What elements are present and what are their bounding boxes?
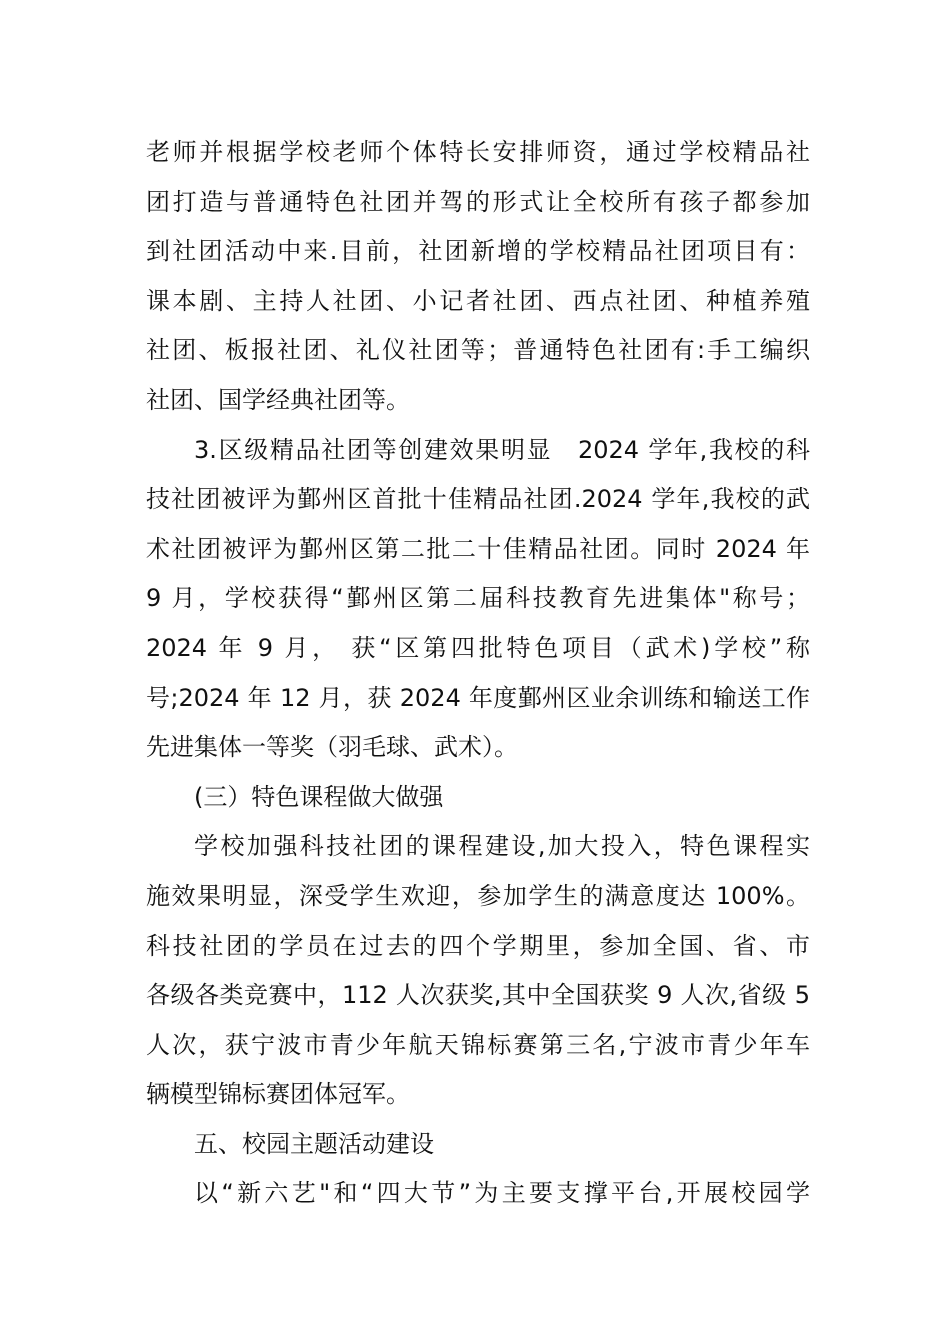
text-line: 技社团被评为鄞州区首批十佳精品社团.2024 学年,我校的武 <box>146 485 810 514</box>
text-line: 先进集体一等奖（羽毛球、武术）。 <box>146 733 518 762</box>
text-line: 科技社团的学员在过去的四个学期里，参加全国、省、市 <box>146 931 810 960</box>
text-line: 9 月，学校获得“鄞州区第二届科技教育先进集体"称号； <box>146 584 810 613</box>
text-line: 以“新六艺"和“四大节”为主要支撑平台,开展校园学 <box>194 1179 810 1208</box>
text-line: 社团、国学经典社团等。 <box>146 385 410 414</box>
text-line: 2024 年 9 月， 获“区第四批特色项目（武术)学校”称 <box>146 633 810 662</box>
text-line: 3.区级精品社团等创建效果明显 2024 学年,我校的科 <box>194 435 810 464</box>
text-line: 号;2024 年 12 月，获 2024 年度鄞州区业余训练和输送工作 <box>146 683 810 712</box>
text-line: 老师并根据学校老师个体特长安排师资，通过学校精品社 <box>146 138 810 166</box>
text-line: 到社团活动中来.目前，社团新增的学校精品社团项目有： <box>146 237 810 266</box>
text-line: 学校加强科技社团的课程建设,加大投入，特色课程实 <box>194 832 810 861</box>
text-line: 社团、板报社团、礼仪社团等；普通特色社团有:手工编织 <box>146 336 810 365</box>
text-line: 各级各类竞赛中，112 人次获奖,其中全国获奖 9 人次,省级 5 <box>146 981 810 1010</box>
text-line: 五、校园主题活动建设 <box>194 1129 434 1158</box>
text-line: 课本剧、主持人社团、小记者社团、西点社团、种植养殖 <box>146 286 810 315</box>
text-line: (三）特色课程做大做强 <box>194 782 444 811</box>
text-line: 术社团被评为鄞州区第二批二十佳精品社团。同时 2024 年 <box>146 534 810 563</box>
text-line: 团打造与普通特色社团并驾的形式让全校所有孩子都参加 <box>146 187 810 216</box>
text-line: 施效果明显，深受学生欢迎，参加学生的满意度达 100%。 <box>146 881 810 910</box>
text-line: 人次，获宁波市青少年航天锦标赛第三名,宁波市青少年车 <box>146 1030 810 1059</box>
document-body <box>146 128 810 1219</box>
text-line: 辆模型锦标赛团体冠军。 <box>146 1080 410 1109</box>
